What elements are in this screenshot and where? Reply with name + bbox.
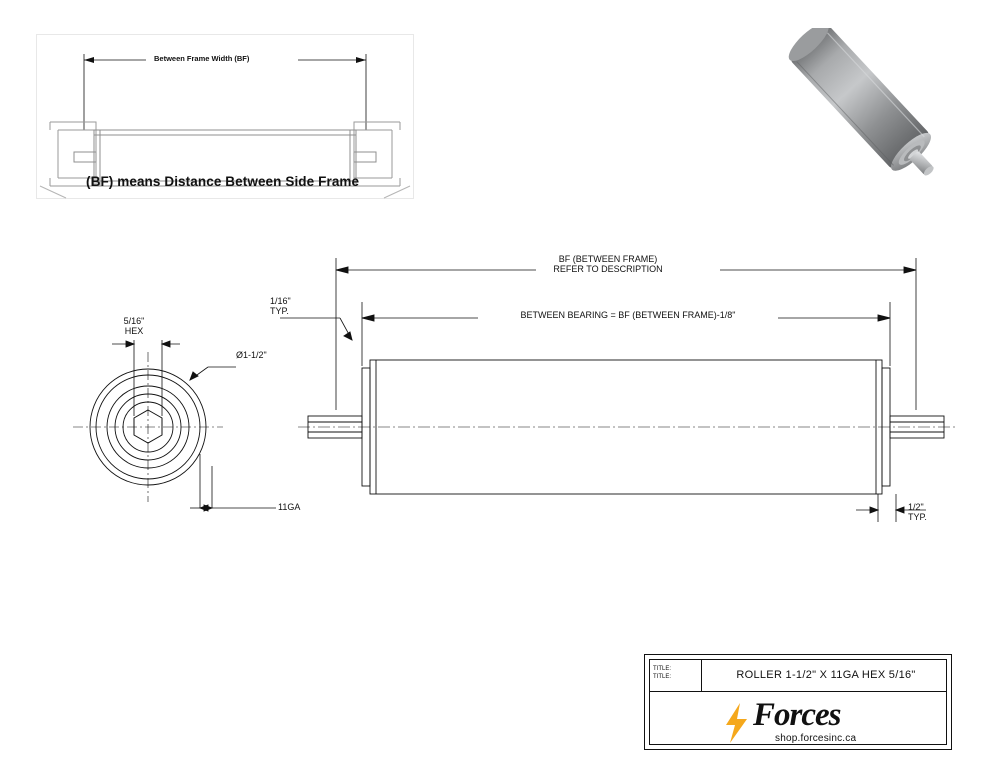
dim-shaft-right-line1: 1/2"	[908, 502, 924, 512]
dim-diameter-label: Ø1-1/2"	[236, 350, 267, 360]
part-title: ROLLER 1-1/2" X 11GA HEX 5/16"	[736, 669, 916, 681]
roller-3d-svg	[736, 28, 966, 193]
bf-explanation-diagram	[36, 34, 414, 199]
brand-website: shop.forcesinc.ca	[775, 733, 857, 744]
title-block-key	[653, 665, 671, 681]
dim-bf-label	[518, 254, 698, 275]
title-block-vertical-divider	[701, 659, 702, 691]
title-key-line1: TITLE:	[653, 666, 672, 672]
bf-definition-text: (BF) means Distance Between Side Frame	[86, 174, 360, 189]
dim-shaft-left-line1: 1/16"	[270, 296, 291, 306]
dim-between-bearing-label: BETWEEN BEARING = BF (BETWEEN FRAME)-1/8"	[520, 310, 736, 320]
dim-bf-line2: REFER TO DESCRIPTION	[553, 264, 663, 275]
main-drawing-svg	[40, 240, 970, 570]
main-roller-drawing	[40, 240, 970, 570]
title-block	[644, 654, 952, 750]
lightning-bolt-icon	[721, 701, 751, 745]
dim-hex-line2: HEX	[124, 326, 144, 337]
brand-logo	[715, 699, 945, 747]
roller-3d-render	[736, 28, 966, 188]
dim-bf-line1: BF (BETWEEN FRAME)	[558, 254, 658, 264]
dim-hex-label	[102, 316, 166, 337]
dim-hex-line1: 5/16"	[123, 316, 145, 326]
dim-shaft-right-line2: TYP.	[908, 512, 927, 523]
dim-shaft-right-label	[908, 502, 927, 523]
brand-name: Forces	[753, 697, 841, 733]
dim-gauge-label: 11GA	[278, 502, 301, 512]
dim-shaft-left-label	[270, 296, 291, 317]
bf-caption-label: Between Frame Width (BF)	[154, 54, 250, 63]
dim-shaft-left-line2: TYP.	[270, 306, 289, 317]
title-block-horizontal-divider	[649, 691, 947, 692]
title-key-line2: TITLE:	[653, 674, 672, 681]
